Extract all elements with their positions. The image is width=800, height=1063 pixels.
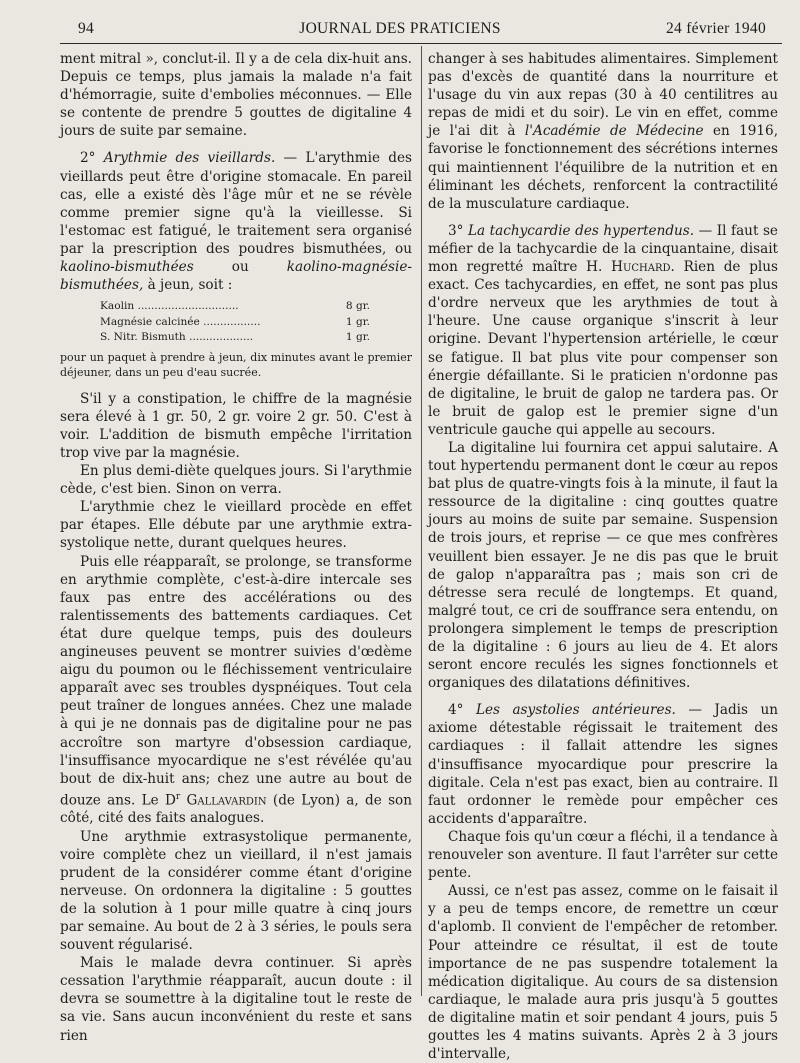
issue-date: 24 février 1940: [665, 20, 766, 37]
left-column: [60, 50, 412, 1045]
superscript: r: [175, 791, 181, 802]
section-text: à jeun, soit :: [143, 277, 233, 294]
section-number: 2°: [80, 150, 96, 167]
paragraph-text: Puis elle réapparaît, se prolonge, se transforme en arythmie complète, c'est-à-dire intercale ses faux pas entre des accélérations ou des ralentissements des battements cardiaques. Cet état dure quelque temps, puis des douleurs angineuses peuvent se montrer suivies d'œdème aigu du poumon ou le fléchissement ventriculaire apparaît avec ses troubles dyspnéiques. Tout cela peut traîner de longues années. Chez une malade à qui je ne donnais pas de digitaline pour ne pas accroître son martyre d'obsession cardiaque, l'insuffisance myocardique ne s'est révélée qu'au bout de dix-huit ans; chez une autre au bout de douze ans. Le D: [60, 553, 412, 809]
section-title: La tachycardie des hypertendus.: [468, 222, 695, 239]
italic-term: kaolino-bismuthées: [60, 259, 194, 276]
paragraph: L'arythmie chez le vieillard procède en effet par étapes. Elle débute par une arythmie extra-systolique nette, durant quelques heures.: [60, 499, 412, 552]
quantity: 8 gr.: [345, 300, 370, 313]
paragraph: En plus demi-diète quelques jours. Si l'arythmie cède, c'est bien. Sinon on verra.: [60, 463, 412, 498]
paragraph: La digitaline lui fournira cet appui salutaire. A tout hypertendu permanent dont le cœur au repos bat plus de quatre-vingts fois à la minute, il faut la ressource de la digitaline : cinq gouttes quatre jours au moins de suite par semaine. Suspension de trois jours, et reprise — ce que mes confrères veuillent bien essayer. Je ne dis pas que le bruit de galop n'apparaîtra pas ; mais son cri de détresse sera reculé de longtemps. Et quand, malgré tout, ce cri de souffrance sera entendu, on prolongera simplement le temps de prescription de la digitaline : 6 jours au lieu de 4. Et alors seront encore reculés les signes fonctionnels et organiques des dilatations définitives.: [428, 439, 778, 692]
paragraph: Aussi, ce n'est pas assez, comme on le faisait il y a peu de temps encore, de remettre un cœur d'aplomb. Il convient de l'empêcher de retomber. Pour atteindre ce résultat, il est de toute importance de ne pas suspendre totalement la médication digitalique. Au cours de sa distension cardiaque, le malade aura pris jusqu'à 5 gouttes de digitaline matin et soir pendant 4 jours, puis 5 gouttes les 4 matins suivants. Après 2 à 3 jours d'intervalle,: [428, 883, 778, 1063]
ingredient: Magnésie calcinée .................: [100, 315, 261, 328]
prescription-table: [100, 299, 370, 346]
page-number: 94: [78, 20, 95, 37]
section-title: Les asystolies antérieures.: [475, 702, 676, 719]
section-2: [60, 149, 412, 294]
section-3: [428, 222, 778, 439]
paragraph-text: (de Lyon) a, de son côté, cité des faits analogues.: [60, 792, 412, 827]
header-rule: [60, 43, 782, 44]
section-4: [428, 701, 778, 828]
paragraph: S'il y a constipation, le chiffre de la magnésie sera élevé à 1 gr. 50, 2 gr. voire 2 gr. 50. C'est à voir. L'addition de bismuth empêche l'irritation trop vive par la magnésie.: [60, 390, 412, 461]
prescription-row: [100, 299, 370, 315]
author-name: Huchard: [611, 259, 671, 276]
paragraph-text: en 1916, favorise le fonctionnement des sécrétions internes qui maintiennent l'équilibre de la nutrition et en éliminant les déchets, renforcent la contractilité de la musculature cardiaque.: [428, 123, 779, 212]
paragraph: Une arythmie extrasystolique permanente, voire complète chez un vieillard, il n'est jamais prudent de la considérer comme étant d'origine nerveuse. On ordonnera la digitaline : 5 gouttes de la solution à 1 pour mille quatre à cinq jours par semaine. Au bout de 2 à 3 séries, le pouls sera souvent régularisé.: [60, 828, 412, 954]
paragraph: [428, 50, 778, 213]
quantity: 1 gr.: [345, 315, 370, 328]
ingredient: Kaolin ..............................: [100, 300, 239, 313]
prescription-note: pour un paquet à prendre à jeun, dix minutes avant le premier déjeuner, dans un peu d'eau sucrée.: [60, 350, 412, 380]
column-divider: [421, 46, 422, 996]
italic-term: l'Académie de Médecine: [524, 123, 704, 140]
prescription-row: [100, 315, 370, 331]
section-text: ou: [193, 259, 287, 276]
section-text: — Il faut se méfier de la tachycardie de la cinquantaine, disait mon regretté maître H.: [428, 222, 778, 276]
section-number: 4°: [448, 702, 464, 719]
italic-term: kaolino-magnésie-bismuthées,: [60, 259, 412, 294]
paragraph-text: changer à ses habitudes alimentaires. Simplement pas d'excès de quantité dans la nourriture et l'usage du vin aux repas (30 à 40 centilitres au repas de midi et du soir). Le vin en effet, comme je l'ai dit à: [428, 51, 778, 140]
section-title: Arythmie des vieillards.: [103, 150, 276, 167]
right-column: [428, 50, 778, 1063]
paragraph: Chaque fois qu'un cœur a fléchi, il a tendance à renouveler son aventure. Il faut l'arrêter sur cette pente.: [428, 828, 778, 882]
section-text: . Rien de plus exact. Ces tachycardies, en effet, ne sont pas plus d'ordre nerveux que les arythmies de tout à l'heure. Une cause organique s'inscrit à leur origine. Devant l'hypertension artérielle, le cœur se fatigue. Il bat plus vite pour compenser son énergie défaillante. Si le praticien n'ordonne pas de digitaline, le bruit de galop ne tardera pas. Or le bruit de galop est le premier signe d'un ventricule gauche qui appelle au secours.: [428, 259, 778, 438]
journal-title: JOURNAL DES PRATICIENS: [299, 20, 501, 37]
running-header: [0, 0, 800, 44]
section-text: — Jadis un axiome détestable régissait le traitement des cardiaques : il fallait attendre les signes d'insuffisance myocardique pour prescrire la digitale. Cela n'est pas exact, bien au contraire. Il faut ordonner le remède pour empêcher ces accidents d'apparaître.: [428, 702, 778, 827]
section-text: — L'arythmie des vieillards peut être d'origine stomacale. En pareil cas, elle a existé dès l'âge mûr et ne se révèle comme premier signe qu'à la vieillesse. Si l'estomac est fatigué, le traitement sera organisé par la prescription des poudres bismuthées, ou: [60, 150, 412, 257]
section-number: 3°: [448, 222, 464, 239]
author-name: Gallavardin: [186, 792, 267, 809]
prescription-row: [100, 330, 370, 346]
paragraph: ment mitral », conclut-il. Il y a de cela dix-huit ans. Depuis ce temps, plus jamais la malade n'a fait d'hémorragie, suite d'embolies méconnues. — Elle se contente de prendre 5 gouttes de digitaline 4 jours de suite par semaine.: [60, 51, 412, 140]
paragraph: Mais le malade devra continuer. Si après cessation l'arythmie réapparaît, aucun doute : il devra se soumettre à la digitaline tout le reste de sa vie. Sans aucun inconvénient du reste et sans rien: [60, 955, 412, 1044]
ingredient: S. Nitr. Bismuth ...................: [100, 331, 254, 344]
paragraph: [60, 553, 412, 828]
quantity: 1 gr.: [345, 331, 370, 344]
